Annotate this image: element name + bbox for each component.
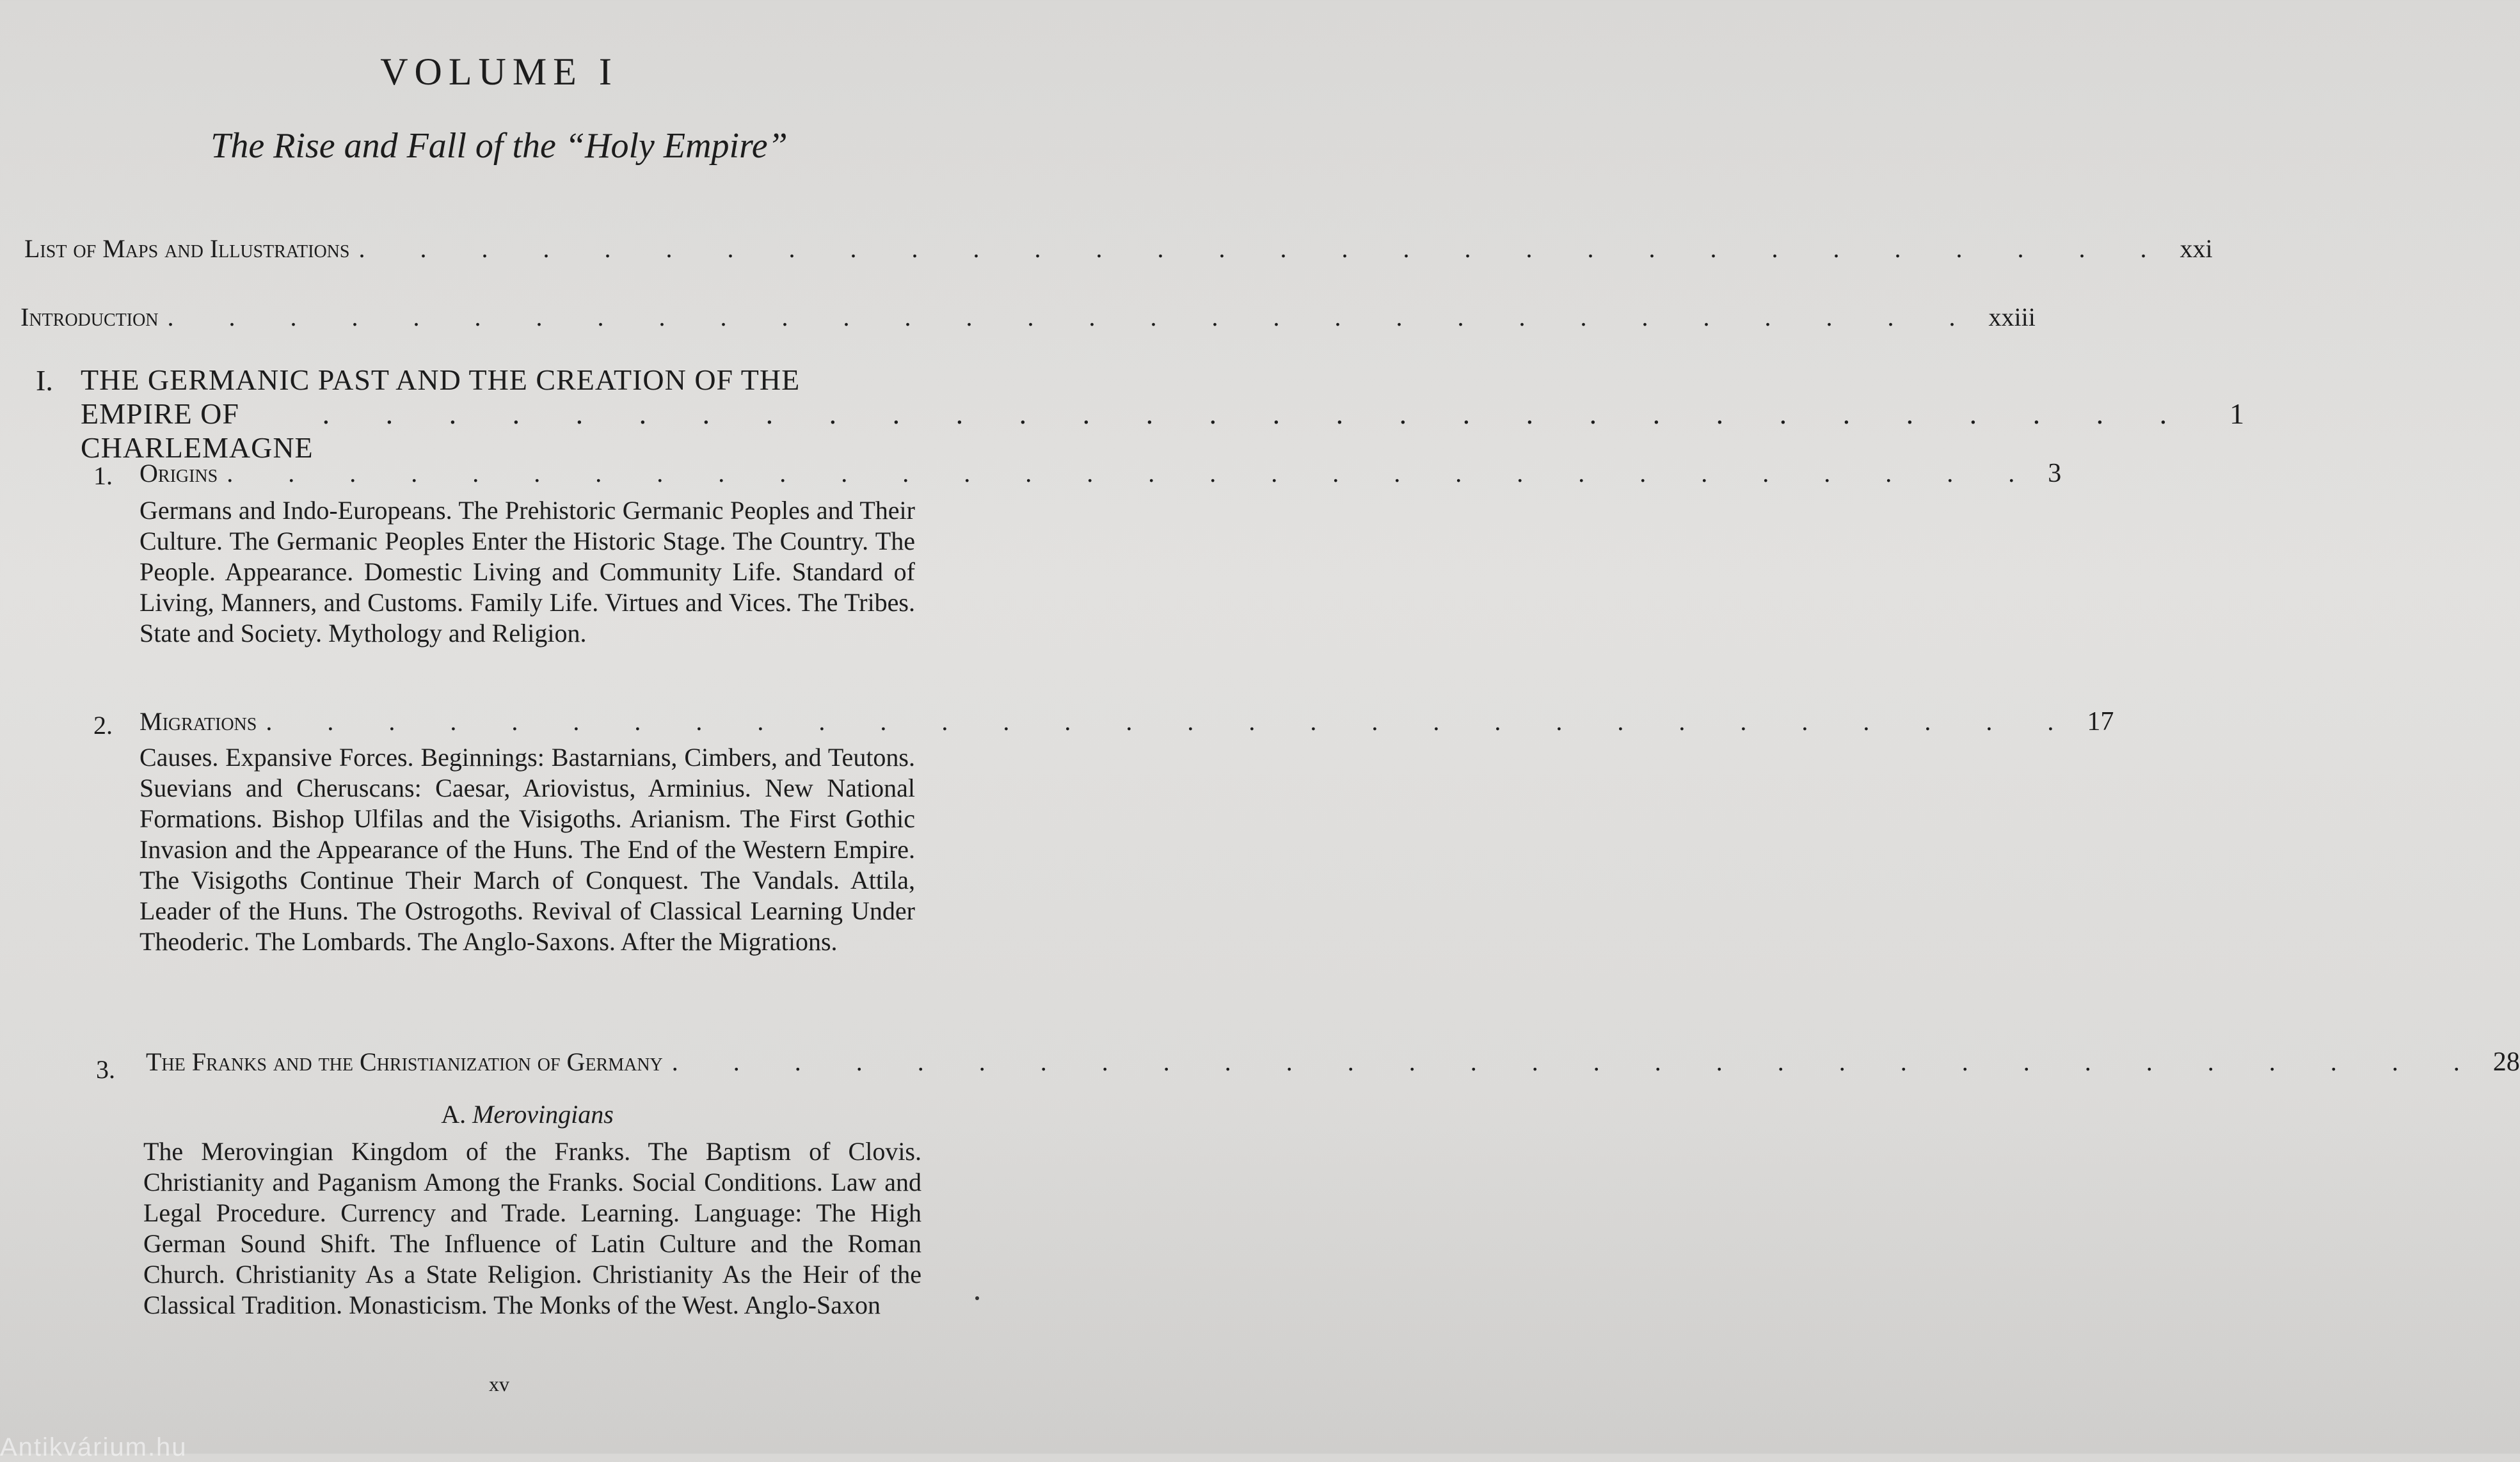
chapter-title: Origins bbox=[140, 459, 218, 488]
chapter-title: Migrations bbox=[140, 707, 257, 736]
chapter-title: The Franks and the Christianization of Germany bbox=[146, 1047, 663, 1076]
toc-entry-label: Introduction bbox=[20, 303, 159, 331]
toc-page-number: xxiii bbox=[1988, 303, 2036, 331]
chapter-number: 1. bbox=[93, 461, 113, 490]
leader-dots: . . . . . . . . . . . . . . . . . . . . . . . . . . . . . . bbox=[358, 234, 2171, 263]
leader-dots: . . . . . . . . . . . . . . . . . . . . . . . . . . . . . . bbox=[266, 707, 2078, 736]
toc-entry-list-of-maps[interactable] bbox=[24, 234, 2213, 264]
subsection-letter: A. bbox=[441, 1100, 467, 1129]
leader-dots: . . . . . . . . . . . . . . . . . . . . . . . . . . . . . . bbox=[167, 303, 1980, 331]
part-title-line1[interactable]: THE GERMANIC PAST AND THE CREATION OF THE bbox=[81, 363, 801, 396]
chapter-number: 3. bbox=[96, 1055, 115, 1084]
chapter-page-number: 3 bbox=[2048, 459, 2062, 488]
part-number: I. bbox=[36, 364, 53, 397]
watermark: Antikvárium.hu bbox=[0, 1433, 187, 1461]
leader-dots: . . . . . . . . . . . . . . . . . . . . . . . . . . . . . . bbox=[322, 397, 2192, 430]
chapter-page-number: 17 bbox=[2087, 707, 2114, 736]
toc-entry-migrations[interactable] bbox=[140, 706, 2114, 737]
page-folio: xv bbox=[489, 1372, 509, 1395]
part-page-number: 1 bbox=[2229, 397, 2245, 430]
volume-subtitle: The Rise and Fall of the “Holy Empire” bbox=[211, 126, 788, 166]
chapter-description: Causes. Expansive Forces. Beginnings: Bastarnians, Cimbers, and Teutons. Suevians and Cheruscans: Caesar, Ariovistus, Arminius. New National Formations. Bishop Ulfilas and the Visigoths. Arianism. The First Gothic Invasion and the Appearance of the Huns. The End of the Western Empire. The Visigoths Continue Their March of Conquest. The Vandals. Attila, Leader of the Huns. The Ostrogoths. Revival of Classical Learning Under Theoderic. The Lombards. The Anglo-Saxons. After the Migrations. bbox=[140, 743, 915, 956]
toc-page-number: xxi bbox=[2180, 234, 2213, 263]
volume-title: VOLUME I bbox=[380, 51, 618, 93]
toc-entry-franks[interactable] bbox=[146, 1047, 2520, 1077]
chapter-number: 2. bbox=[93, 711, 113, 740]
chapter-description: Germans and Indo-Europeans. The Prehistoric Germanic Peoples and Their Culture. The Germanic Peoples Enter the Historic Stage. The Country. The People. Appearance. Domestic Living and Community Life. Standard of Living, Manners, and Customs. Family Life. Virtues and Vices. The Tribes. State and Society. Mythology and Religion. bbox=[140, 496, 915, 648]
toc-entry-introduction[interactable] bbox=[20, 302, 2036, 332]
ink-speck bbox=[975, 1296, 979, 1300]
chapter-description: The Merovingian Kingdom of the Franks. The Baptism of Clovis. Christianity and Paganism Among the Franks. Social Conditions. Law and Legal Procedure. Currency and Trade. Learning. Language: The High German Sound Shift. The Influence of Latin Culture and the Roman Church. Christianity As a State Religion. Christianity As the Heir of the Classical Tradition. Monasticism. The Monks of the West. Anglo-Saxon bbox=[143, 1137, 921, 1319]
leader-dots: . . . . . . . . . . . . . . . . . . . . . . . . . . . . . . bbox=[227, 459, 2039, 488]
subsection-title: Merovingians bbox=[472, 1100, 614, 1129]
part-title-line2-row[interactable] bbox=[81, 397, 2245, 465]
chapter-page-number: 28 bbox=[2492, 1047, 2520, 1077]
part-title-line2: EMPIRE OF CHARLEMAGNE bbox=[81, 397, 314, 464]
toc-entry-origins[interactable] bbox=[140, 458, 2062, 489]
subsection-heading bbox=[140, 1099, 915, 1129]
toc-entry-label: List of Maps and Illustrations bbox=[24, 234, 350, 263]
leader-dots: . . . . . . . . . . . . . . . . . . . . . . . . . . . . . . bbox=[671, 1047, 2484, 1076]
